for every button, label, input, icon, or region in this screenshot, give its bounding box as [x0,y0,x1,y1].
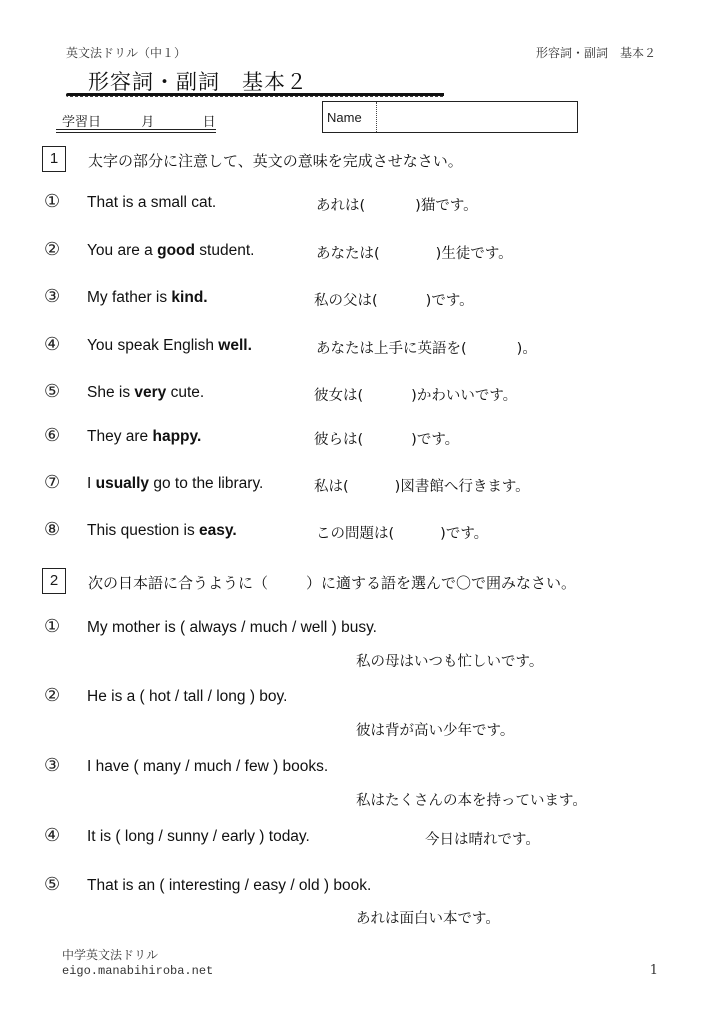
item-number: ⑧ [44,519,61,540]
bold-keyword: easy. [199,522,237,539]
header-right-label: 形容詞・副詞 基本２ [535,46,656,60]
japanese-translation: 彼女は( )かわいいです。 [314,388,518,404]
item-number: ③ [44,286,61,307]
header-left-label: 英文法ドリル（中１） [66,46,187,60]
item-number: ① [44,191,61,212]
day-label: 日 [202,115,216,130]
item-number: ⑥ [44,425,61,446]
section-1-number: 1 [42,146,66,172]
name-box [322,101,578,133]
item-number: ② [44,685,61,706]
english-sentence: This question is easy. [87,522,237,539]
english-sentence: You speak English well. [87,337,252,354]
english-choice-sentence[interactable]: He is a ( hot / tall / long ) boy. [87,688,288,705]
footer-title: 中学英文法ドリル [62,948,159,962]
item-number: ② [44,239,61,260]
bold-keyword: kind. [171,289,208,306]
english-sentence: My father is kind. [87,289,208,306]
japanese-meaning: 今日は晴れです。 [425,832,540,848]
name-label: Name [323,102,377,132]
english-sentence: They are happy. [87,428,202,445]
english-choice-sentence[interactable]: It is ( long / sunny / early ) today. [87,828,310,845]
item-number: ③ [44,755,61,776]
page-title: 形容詞・副詞 基本２ [88,70,308,94]
english-sentence: That is a small cat. [87,194,217,211]
bold-keyword: good [157,242,195,259]
japanese-translation: あれは( )猫です。 [316,198,478,214]
english-sentence: I usually go to the library. [87,475,264,492]
bold-keyword: very [134,384,167,401]
item-number: ⑤ [44,381,61,402]
name-field[interactable] [377,102,577,132]
japanese-meaning: 私はたくさんの本を持っています。 [356,793,587,809]
japanese-translation: 私は( )図書館へ行きます。 [314,479,530,495]
page-number: 1 [649,963,658,978]
japanese-translation: あなたは上手に英語を( )。 [316,341,537,357]
section-2-instruction: 次の日本語に合うように（ ）に適する語を選んで〇で囲みなさい。 [88,574,577,592]
footer-url[interactable]: eigo.manabihiroba.net [62,964,214,978]
study-date-row [62,111,216,130]
english-choice-sentence[interactable]: That is an ( interesting / easy / old ) book. [87,877,372,894]
item-number: ① [44,616,61,637]
bold-keyword: well. [218,337,252,354]
bold-keyword: usually [95,475,150,492]
date-double-underline [56,129,216,133]
japanese-translation: この問題は( )です。 [316,526,489,542]
section-1-instruction: 太字の部分に注意して、英文の意味を完成させなさい。 [88,152,463,170]
english-choice-sentence[interactable]: I have ( many / much / few ) books. [87,758,329,775]
english-choice-sentence[interactable]: My mother is ( always / much / well ) busy. [87,619,377,636]
title-underline [66,93,444,97]
japanese-translation: 私の父は( )です。 [314,293,474,309]
japanese-meaning: 彼は背が高い少年です。 [356,723,515,739]
japanese-translation: 彼らは( )です。 [314,432,460,448]
japanese-meaning: あれは面白い本です。 [356,911,500,927]
section-2-number: 2 [42,568,66,594]
item-number: ④ [44,334,61,355]
bold-keyword: happy. [152,428,202,445]
japanese-translation: あなたは( )生徒です。 [316,246,513,262]
english-sentence: You are a good student. [87,242,255,259]
english-sentence: She is very cute. [87,384,205,401]
month-label: 月 [141,115,155,130]
item-number: ⑤ [44,874,61,895]
item-number: ⑦ [44,472,61,493]
japanese-meaning: 私の母はいつも忙しいです。 [356,654,544,670]
item-number: ④ [44,825,61,846]
study-date-label: 学習日 [62,115,102,130]
